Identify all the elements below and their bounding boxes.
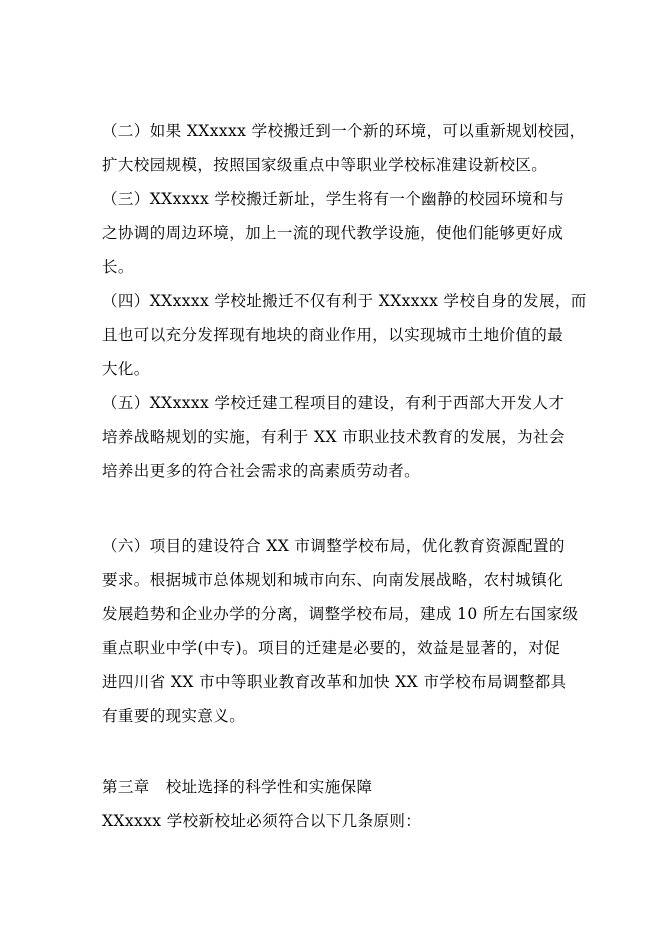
paragraph-4-line-2: 且也可以充分发挥现有地块的商业作用，以实现城市土地价值的最 [102, 326, 564, 344]
paragraph-4-line-1: （四）XXxxxx 学校址搬迁不仅有利于 XXxxxx 学校自身的发展，而 [102, 292, 587, 310]
chapter-label: 第三章 [102, 778, 150, 796]
paragraph-6-line-1: （六）项目的建设符合 XX 市调整学校布局，优化教育资源配置的 [102, 537, 565, 555]
paragraph-4-line-3: 大化。 [102, 360, 150, 378]
paragraph-5-line-1: （五）XXxxxx 学校迁建工程项目的建设，有利于西部大开发人才 [102, 394, 565, 412]
paragraph-6-line-3: 发展趋势和企业办学的分离，调整学校布局，建成 10 所左右国家级 [102, 605, 579, 623]
chapter-title: 校址选择的科学性和实施保障 [165, 778, 373, 796]
paragraph-6-line-2: 要求。根据城市总体规划和城市向东、向南发展战略，农村城镇化 [102, 571, 564, 589]
paragraph-5-line-2: 培养战略规划的实施，有利于 XX 市职业技术教育的发展，为社会 [102, 428, 565, 446]
paragraph-2-line-2: 扩大校园规模，按照国家级重点中等职业学校标准建设新校区。 [102, 156, 548, 174]
principles-intro-line: XXxxxx 学校新校址必须符合以下几条原则： [102, 812, 422, 830]
paragraph-3-line-2: 之协调的周边环境，加上一流的现代教学设施，使他们能够更好成 [102, 224, 564, 242]
paragraph-3-line-1: （三）XXxxxx 学校搬迁新址，学生将有一个幽静的校园环境和与 [102, 190, 565, 208]
paragraph-5-line-3: 培养出更多的符合社会需求的高素质劳动者。 [102, 462, 421, 480]
paragraph-6-line-4: 重点职业中学(中专)。项目的迁建是必要的，效益是显著的，对促 [102, 639, 561, 657]
paragraph-2-line-1: （二）如果 XXxxxx 学校搬迁到一个新的环境，可以重新规划校园， [102, 122, 586, 140]
paragraph-6-line-6: 有重要的现实意义。 [102, 707, 246, 725]
paragraph-6-line-5: 进四川省 XX 市中等职业教育改革和加快 XX 市学校布局调整都具 [102, 673, 567, 691]
chapter-heading [102, 777, 372, 797]
paragraph-3-line-3: 长。 [102, 258, 134, 276]
